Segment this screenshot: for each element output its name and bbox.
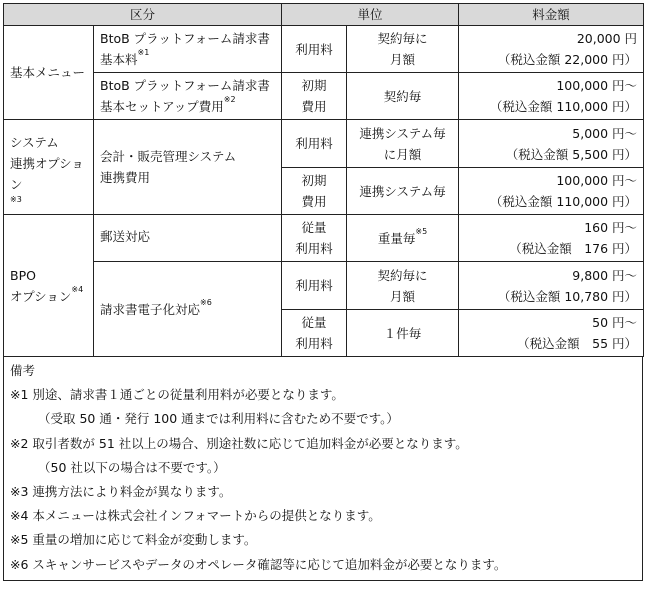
- bpo-option-label: [4, 215, 94, 357]
- remarks-title: 備考: [10, 363, 36, 378]
- fee-cell: [459, 26, 644, 73]
- header-unit: 単位: [282, 4, 459, 26]
- table-row: [4, 26, 644, 73]
- item-name-line: 請求書電子化対応: [100, 301, 201, 317]
- note-mark: ※6: [200, 297, 212, 307]
- table-row: [4, 120, 644, 168]
- remark-item: ※5 重量の増加に応じて料金が変動します。: [10, 532, 257, 548]
- system-option-label: [4, 120, 94, 215]
- item-name-line: 郵送対応: [100, 229, 151, 244]
- system-label-line: 連携オプション: [10, 156, 84, 192]
- fee-type: 利用料: [282, 120, 347, 168]
- basic-menu-label: 基本メニュー: [4, 26, 94, 120]
- unit-cell: [347, 120, 459, 168]
- remark-item: ※3 連携方法により料金が異なります。: [10, 484, 232, 500]
- fee-cell: [459, 215, 644, 262]
- header-fee: 料金額: [459, 4, 644, 26]
- item-name: [94, 73, 282, 120]
- item-name: [94, 215, 282, 262]
- item-name-line: 基本料: [100, 52, 138, 67]
- fee-type: [282, 168, 347, 215]
- fee-amount: 100,000 円～: [556, 173, 638, 188]
- bpo-label-line: BPO: [10, 267, 36, 283]
- table-row: [4, 215, 644, 262]
- unit-line: 契約毎に: [377, 31, 428, 46]
- remarks-box: [3, 357, 643, 581]
- note-mark: ※3: [10, 195, 22, 204]
- fee-tax-included: （税込金額 110,000 円）: [489, 99, 638, 114]
- item-name-line: 基本セットアップ費用: [100, 99, 224, 114]
- fee-cell: [459, 262, 644, 310]
- item-name-line: 連携費用: [100, 170, 151, 185]
- note-mark: ※5: [415, 226, 428, 236]
- unit-cell: [347, 262, 459, 310]
- fee-tax-included: （税込金額 22,000 円）: [497, 52, 638, 67]
- fee-type: 利用料: [282, 26, 347, 73]
- note-mark: ※1: [137, 48, 150, 57]
- header-category: 区分: [4, 4, 282, 26]
- item-name-line: 会計・販売管理システム: [100, 149, 237, 164]
- fee-amount: 9,800 円～: [572, 267, 638, 283]
- fee-type-line: 費用: [301, 99, 327, 114]
- fee-cell: [459, 310, 644, 357]
- fee-type-line: 費用: [301, 194, 327, 209]
- price-document: [3, 3, 643, 581]
- remark-item: ※2 取引者数が 51 社以上の場合、別途社数に応じて追加料金が必要となります。: [10, 435, 468, 451]
- item-name-line: BtoB プラットフォーム請求書: [100, 31, 270, 46]
- unit-cell: [347, 26, 459, 73]
- fee-type: [282, 73, 347, 120]
- unit-cell: 契約毎: [347, 73, 459, 120]
- unit-line: 重量毎: [377, 230, 416, 246]
- table-row: [4, 73, 644, 120]
- unit-cell: [347, 215, 459, 262]
- fee-type-line: 従量: [301, 220, 327, 235]
- fee-amount: 160 円～: [584, 220, 638, 235]
- fee-amount: 100,000 円～: [556, 78, 638, 93]
- remark-item: ※6 スキャンサービスやデータのオペレータ確認等に応じて追加料金が必要となります。: [10, 556, 507, 572]
- fee-type-line: 従量: [301, 315, 327, 330]
- unit-cell: １件毎: [347, 310, 459, 357]
- item-name: [94, 262, 282, 357]
- fee-type-line: 初期: [301, 173, 327, 188]
- fee-amount: 5,000 円～: [572, 125, 638, 141]
- fee-type: [282, 310, 347, 357]
- remark-item: ※4 本メニューは株式会社インフォマートからの提供となります。: [10, 508, 381, 524]
- unit-line: 連携システム毎: [359, 125, 446, 141]
- unit-line: 契約毎に: [377, 267, 428, 283]
- fee-type-line: 利用料: [295, 336, 333, 351]
- unit-line: 月額: [390, 288, 416, 304]
- table-header-row: [4, 4, 644, 26]
- fee-cell: [459, 168, 644, 215]
- fee-type: [282, 215, 347, 262]
- remark-item: ※1 別途、請求書１通ごとの従量利用料が必要となります。: [10, 387, 344, 403]
- fee-type: 利用料: [282, 262, 347, 310]
- note-mark: ※2: [223, 95, 236, 104]
- remark-item: （50 社以下の場合は不要です。）: [38, 459, 226, 475]
- fee-cell: [459, 73, 644, 120]
- remark-item: （受取 50 通・発行 100 通までは利用料に含むため不要です。）: [38, 411, 399, 427]
- fee-tax-included: （税込金額 110,000 円）: [489, 194, 638, 209]
- fee-tax-included: （税込金額 176 円）: [509, 241, 638, 256]
- fee-cell: [459, 120, 644, 168]
- bpo-label-line: オプション: [10, 288, 72, 304]
- price-table: [3, 3, 644, 357]
- unit-line: に月額: [383, 146, 422, 162]
- fee-tax-included: （税込金額 10,780 円）: [497, 288, 638, 304]
- item-name-line: BtoB プラットフォーム請求書: [100, 78, 270, 93]
- fee-amount: 50 円～: [592, 315, 638, 330]
- fee-type-line: 初期: [301, 78, 327, 93]
- system-label-line: システム: [10, 135, 59, 150]
- item-name: [94, 26, 282, 73]
- unit-line: 月額: [390, 52, 416, 67]
- table-row: [4, 262, 644, 310]
- unit-cell: 連携システム毎: [347, 168, 459, 215]
- fee-tax-included: （税込金額 5,500 円）: [505, 146, 638, 162]
- item-name: [94, 120, 282, 215]
- fee-tax-included: （税込金額 55 円）: [517, 336, 638, 351]
- fee-type-line: 利用料: [295, 241, 333, 256]
- fee-amount: 20,000 円: [576, 31, 638, 46]
- note-mark: ※4: [71, 284, 84, 294]
